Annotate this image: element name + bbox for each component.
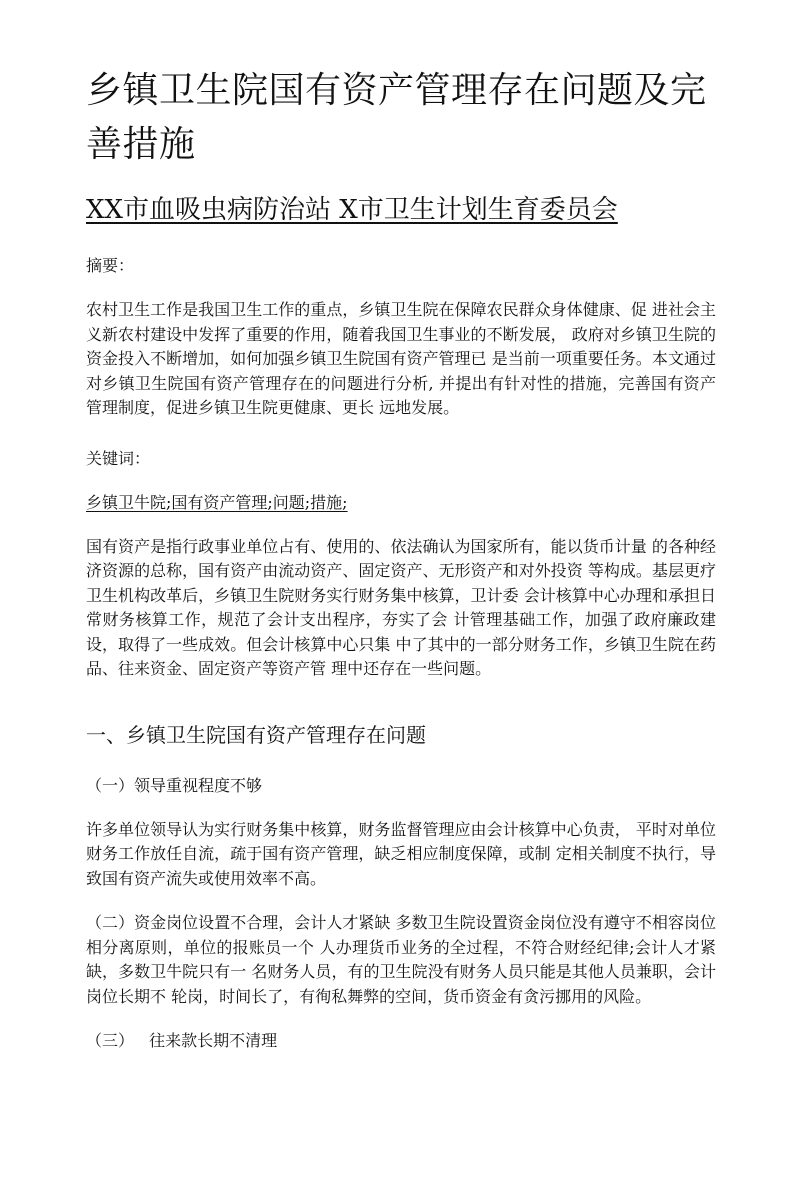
intro-paragraph: 国有资产是指行政事业单位占有、使用的、依法确认为国家所有，能以货币计量 的各种经济资源的总称，国有资产由流动资产、固定资产、无形资产和对外投资 等构成。基层更疗卫生机构改革后，乡镇卫生院财务实行财务集中核算，卫计委 会计核算中心办理和承担日常财务核算工作，规范了会计支出程序，夯实了会 计管理基础工作，加强了政府廉政建设，取得了一些成效。但会计核算中心只集 中了其中的一部分财务工作，乡镇卫生院在药品、往来资金、固定资产等资产管 理中还存在一些问题。 [86, 536, 716, 678]
subsection-1-paragraph: 许多单位领导认为实行财务集中核算，财务监督管理应由会计核算中心负责， 平时对单位财务工作放任自流，疏于国有资产管理，缺乏相应制度保障，或制 定相关制度不执行，导致国有资产流失或使用效率不高。 [86, 819, 716, 888]
subsection-2-paragraph: （二）资金岗位设置不合理，会计人才紧缺 多数卫生院设置资金岗位没有遵守不相容岗位相分离原则，单位的报账员一个 人办理货币业务的全过程，不符合财经纪律;会计人才紧缺，多数卫牛院只有一 名财务人员，有的卫生院没有财务人员只能是其他人员兼职，会计岗位长期不 轮岗，时间长了，有徇私舞弊的空间，货币资金有贪污挪用的风险。 [86, 913, 716, 1006]
keywords-label: 关键词： [86, 448, 151, 468]
document-subtitle: XX市血吸虫病防治站 X市卫生计划生育委员会 [86, 195, 618, 225]
keywords-text: 乡镇卫牛院;国有资产管理;问题;措施; [86, 492, 348, 512]
section-1-heading: 一、乡镇卫生院国有资产管理存在问题 [86, 722, 426, 747]
document-page [86, 64, 716, 1053]
document-title: 乡镇卫生院国有资产管理存在问题及完善措施 [86, 70, 707, 165]
subsection-3-heading: （三） 往来款长期不清理 [86, 1031, 278, 1050]
abstract-text: 农村卫生工作是我国卫生工作的重点，乡镇卫生院在保障农民群众身体健康、促 进社会主义新农村建设中发挥了重要的作用，随着我国卫生事业的不断发展， 政府对乡镇卫生院的资金投入不断增加，如何加强乡镇卫生院国有资产管理已 是当前一项重要任务。本文通过对乡镇卫生院国有资产管理存在的问题进行分析, 并提出有针对性的措施，完善国有资产管理制度，促进乡镇卫生院更健康、更长 远地发展。 [86, 300, 716, 417]
abstract-label: 摘要： [86, 256, 135, 275]
subsection-1-heading: （一）领导重视程度不够 [86, 775, 263, 795]
